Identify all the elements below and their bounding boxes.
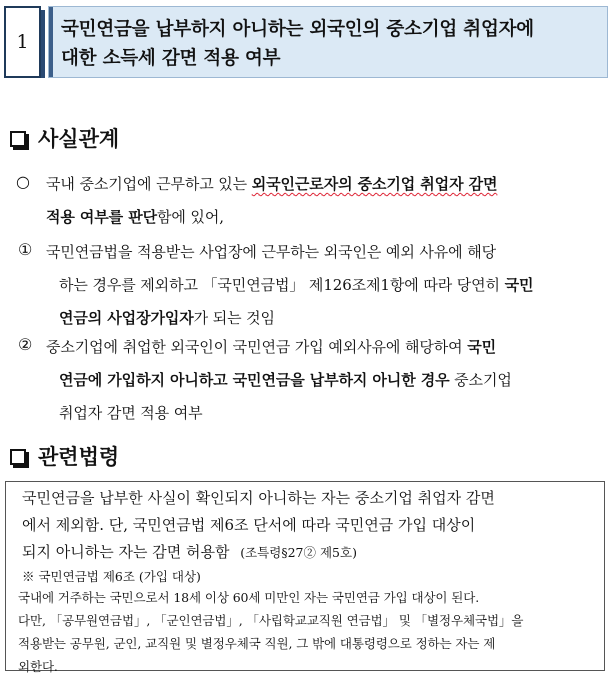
fact-item-2 [46,331,606,430]
fact1-line-2 [46,269,606,302]
law-line-3 [22,539,357,566]
fact1-bold: 국민 [504,276,534,294]
square-bullet-icon [10,131,26,147]
fact-item-1 [46,236,606,335]
fact2-line-1 [46,331,606,364]
section-number-box [4,6,41,78]
section-heading-laws-label: 관련법령 [38,444,120,469]
fact1-line-1: 국민연금법을 적용받는 사업장에 근무하는 외국인은 예외 사유에 해당 [46,243,496,261]
fact-intro-line-2 [46,201,606,234]
fact-intro-text: 국내 중소기업에 근무하고 있는 [46,175,252,193]
title-line-1: 국민연금을 납부하지 아니하는 외국인의 중소기업 취업자에 [61,19,534,40]
related-law-box [5,481,605,674]
square-bullet-icon [10,449,26,465]
fact-intro-bold: 외국인근로자의 중소기업 취업자 감면 [251,175,498,193]
note-line-1: 국내에 거주하는 국민으로서 18세 이상 60세 미만인 자는 국민연금 가입 대상이 된다. [18,590,480,605]
section-heading-facts-label: 사실관계 [38,126,120,151]
note-title: ※ 국민연금법 제6조 (가입 대상) [22,569,201,584]
section-heading-laws [10,441,119,471]
fact-intro-bold-2: 적용 여부를 판단 [46,208,157,226]
section-heading-facts [10,123,119,153]
title-line-2: 대한 소득세 감면 적용 여부 [61,48,281,69]
fact-intro-text-2: 함에 있어, [156,208,224,226]
note-body [18,586,598,678]
fact2-bold-2: 연금에 가입하지 아니하고 국민연금을 납부하지 아니한 경우 [59,371,450,389]
section-number: 1 [16,31,29,53]
fact1-text-2: 가 되는 것임 [193,309,275,327]
circle-bullet-icon: ○ [16,172,30,191]
fact2-text-2: 중소기업 [449,371,512,389]
fact-intro-line-1 [46,168,606,201]
fact-item-intro [46,168,606,234]
law-line-2: 에서 제외함. 단, 국민연금법 제6조 단서에 따라 국민연금 가입 대상이 [22,516,476,534]
fact1-text: 하는 경우를 제외하고 「국민연금법」 제126조제1항에 따라 당연히 [59,276,505,294]
note-line-4: 외한다. [18,659,58,674]
fact2-bold: 국민 [467,338,496,356]
fact1-bold-2: 연금의 사업장가입자 [59,309,194,327]
fact2-text: 중소기업에 취업한 외국인이 국민연금 가입 예외사유에 해당하여 [46,338,468,356]
law-line-1: 국민연금을 납부한 사실이 확인되지 아니하는 자는 중소기업 취업자 감면 [22,489,495,507]
document-title [48,6,608,78]
numbered-marker-2: ② [18,335,33,354]
law-line-3-text: 되지 아니하는 자는 감면 허용함 [22,543,230,561]
note-line-3: 적용받는 공무원, 군인, 교직원 및 별정우체국 직원, 그 밖에 대통령령으로 정하는 자는 제 [18,636,496,651]
fact2-line-2 [46,364,606,397]
law-reference: (조특령§27② 제5호) [240,545,357,560]
note-line-2: 다만, 「공무원연금법」, 「군인연금법」, 「사립학교교직원 연금법」 및 「별정우체국법」을 [18,613,524,628]
numbered-marker-1: ① [18,240,33,259]
fact2-line-3: 취업자 감면 적용 여부 [59,404,203,422]
